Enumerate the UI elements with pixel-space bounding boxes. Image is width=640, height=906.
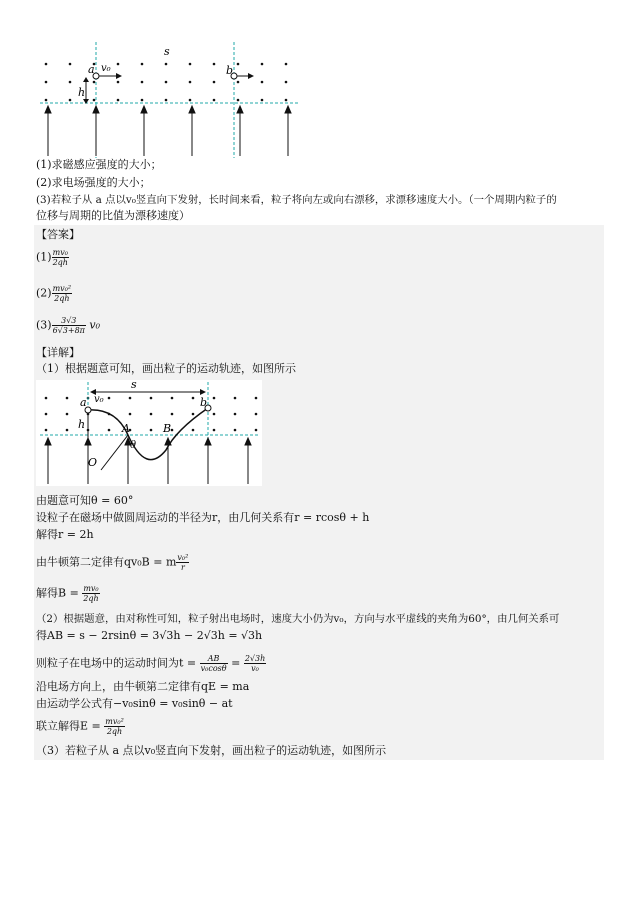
field-dot: [285, 99, 288, 102]
field-dot: [255, 397, 258, 400]
field-dot: [117, 63, 120, 66]
field-dot: [141, 81, 144, 84]
detail-header: 【详解】: [36, 346, 80, 359]
answer-header: 【答案】: [36, 228, 80, 241]
question-3-line-2: 位移与周期的比值为漂移速度）: [36, 209, 190, 222]
field-arrowhead: [93, 106, 99, 113]
kinematics-equation: 由运动学公式有−v₀sinθ = v₀sinθ − at: [36, 697, 233, 710]
field-dot: [171, 413, 174, 416]
field-dot: [66, 397, 69, 400]
field-arrowhead: [141, 106, 147, 113]
trajectory-curve: [88, 408, 208, 460]
label-h-2: h: [78, 418, 86, 431]
field-dot: [117, 81, 120, 84]
field-arrowhead: [245, 438, 251, 445]
field-dot: [261, 63, 264, 66]
field-dot: [165, 81, 168, 84]
field-dot: [66, 413, 69, 416]
field-dot: [237, 63, 240, 66]
question-2: (2)求电场强度的大小；: [36, 176, 151, 189]
field-dot: [255, 413, 258, 416]
solve-r: 解得r = 2h: [36, 528, 94, 541]
field-dot: [234, 397, 237, 400]
label-h: h: [78, 86, 86, 99]
field-dot: [189, 81, 192, 84]
field-diagram-1: [36, 40, 300, 158]
field-dot: [171, 397, 174, 400]
label-b-2: b: [200, 396, 208, 409]
answer-2: (2) $\frac{\text{mv₀²}}{2qh}$: [36, 284, 72, 303]
field-dot: [45, 81, 48, 84]
field-dot: [189, 63, 192, 66]
field-dot: [117, 99, 120, 102]
field-dot: [237, 81, 240, 84]
radius-to-A: [101, 435, 128, 470]
field-dot: [192, 413, 195, 416]
label-b: b: [226, 64, 234, 77]
time-in-field: 则粒子在电场中的运动时间为t = $\frac{AB}{\text{v₀cosθ}}$ = $\frac{2√3h}{\text{v₀}}$: [36, 654, 266, 673]
label-v0-2: v₀: [94, 394, 104, 405]
label-s: s: [164, 45, 170, 58]
field-arrowhead: [45, 438, 51, 445]
electric-field-arrows: [45, 106, 291, 156]
label-v0: v₀: [101, 63, 111, 74]
field-dot: [150, 397, 153, 400]
field-dot: [192, 397, 195, 400]
radius-relation: 设粒子在磁场中做圆周运动的半径为r，由几何关系有r = rcosθ + h: [36, 511, 370, 524]
field-dot: [69, 99, 72, 102]
label-s-2: s: [131, 380, 137, 391]
field-dot: [150, 413, 153, 416]
field-dot: [45, 429, 48, 432]
field-direction-newton: 沿电场方向上，由牛顿第二定律有qE = ma: [36, 680, 250, 693]
field-dot: [189, 99, 192, 102]
part-2-line-1: （2）根据题意，由对称性可知，粒子射出电场时，速度大小仍为v₀，方向与水平虚线的夹角为60°，由几何关系可: [36, 613, 560, 625]
field-dot: [234, 413, 237, 416]
field-dot: [69, 81, 72, 84]
part-2-line-2: 得AB = s − 2rsinθ = 3√3h − 2√3h = √3h: [36, 629, 263, 642]
magnetic-field-dots-2: [45, 397, 258, 432]
field-dot: [213, 81, 216, 84]
answer-1: (1) $\frac{\text{mv₀}}{2qh}$: [36, 248, 68, 267]
field-dot: [261, 81, 264, 84]
field-arrowhead: [237, 106, 243, 113]
field-dot: [108, 429, 111, 432]
field-dot: [141, 63, 144, 66]
field-dot: [255, 429, 258, 432]
field-dot: [213, 63, 216, 66]
label-theta: θ: [130, 440, 137, 451]
field-dot: [45, 397, 48, 400]
question-3-line-1: (3)若粒子从 a 点以v₀竖直向下发射，长时间来看，粒子将向左或向右漂移，求漂移速度大小。（一个周期内粒子的: [36, 194, 557, 206]
theta-statement: 由题意可知θ = 60°: [36, 494, 134, 507]
field-arrowhead: [45, 106, 51, 113]
field-dot: [150, 429, 153, 432]
detail-part-1-intro: （1）根据题意可知，画出粒子的运动轨迹，如图所示: [36, 362, 296, 375]
field-dot: [234, 429, 237, 432]
label-A: A: [122, 422, 130, 435]
question-1: (1)求磁感应强度的大小；: [36, 158, 162, 171]
field-dot: [45, 413, 48, 416]
part-3-intro: （3）若粒子从 a 点以v₀竖直向下发射，画出粒子的运动轨迹，如图所示: [36, 744, 387, 757]
field-dot: [285, 63, 288, 66]
field-dot: [69, 63, 72, 66]
answer-3: (3) $\frac{3√3}{6√3+8\pi}$ v₀: [36, 316, 101, 335]
field-dot: [237, 99, 240, 102]
field-dot: [93, 99, 96, 102]
field-arrowhead: [189, 106, 195, 113]
label-a: a: [88, 63, 95, 76]
field-dot: [129, 397, 132, 400]
solve-E: 联立解得E = $\frac{\text{mv₀²}}{2qh}$: [36, 717, 124, 736]
field-dot: [213, 413, 216, 416]
field-dot: [93, 81, 96, 84]
field-dot: [213, 429, 216, 432]
field-dot: [141, 99, 144, 102]
field-dot: [108, 397, 111, 400]
field-arrowhead: [205, 438, 211, 445]
label-a-2: a: [80, 396, 87, 409]
solve-B: 解得B = $\frac{\text{mv₀}}{2qh}$: [36, 584, 99, 603]
electric-field-arrows-2: [45, 438, 251, 484]
field-dot: [192, 429, 195, 432]
newton-second-law: 由牛顿第二定律有qv₀B = m $\frac{\text{v₀²}}{r}$: [36, 553, 189, 572]
field-dot: [165, 63, 168, 66]
field-dot: [213, 397, 216, 400]
field-arrowhead: [285, 106, 291, 113]
trajectory-diagram: [36, 380, 262, 486]
field-dot: [45, 99, 48, 102]
field-dot: [213, 99, 216, 102]
label-B: B: [163, 422, 172, 435]
field-dot: [285, 81, 288, 84]
field-dot: [66, 429, 69, 432]
field-dot: [129, 413, 132, 416]
label-O: O: [88, 456, 98, 469]
field-dot: [165, 99, 168, 102]
field-dot: [261, 99, 264, 102]
field-dot: [45, 63, 48, 66]
